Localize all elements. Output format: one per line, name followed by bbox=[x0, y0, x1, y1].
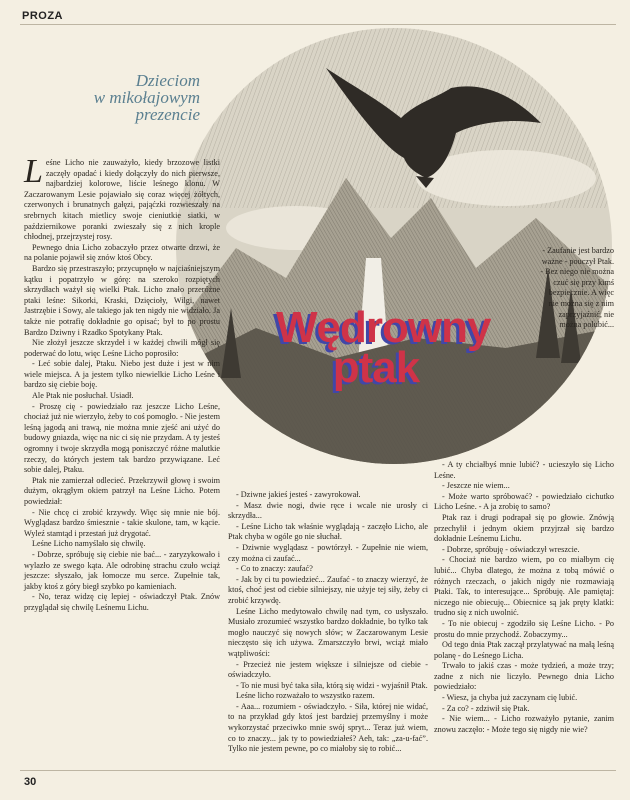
paragraph: - Za co? - zdziwił się Ptak. bbox=[442, 703, 530, 713]
subtitle-line: w mikołajowym bbox=[93, 88, 200, 107]
paragraph: Ptak raz i drugi podrapał się po głowie. Znówją przechylił i jednym okiem przyjrzał się bardzo dokładnie Leśnemu Lichu. bbox=[434, 512, 614, 544]
paragraph: - To nie musi być taka siła, którą się widzi - wyjaśnił Ptak. bbox=[236, 680, 428, 690]
paragraph: - Masz dwie nogi, dwie ręce i wcale nie urosły ci skrzydła... bbox=[228, 500, 428, 521]
paragraph: Bardzo się przestraszyło; przycupnęło w najciaśniejszym kątku i popatrzyło w górę: na szeroko rozpiętych skrzydłach ważył się wielki Ptak. Licho znało przeróżne ptaki leśne: Sikorki, Kraski, Dzięcioły, Wilgi, nawet Jastrzębie i Sowy, ale takiego jak ten nigdy nie widziało. Ja także nie potrafię dokładnie go opisać; był to po prostu Bardzo Dziwny i Rzadko Spotykany Ptak. bbox=[24, 263, 220, 337]
paragraph: Trwało to jakiś czas - może tydzień, a może trzy; zadne z nich nie liczyło. Pewnego dnia Licho powiedziało: bbox=[434, 661, 614, 692]
paragraph: Pewnego dnia Licho zobaczyło przez otwarte drzwi, że na polanie pojawił się znów ktoś Obcy. bbox=[24, 242, 220, 263]
paragraph: Nie złożył jeszcze skrzydeł i w każdej chwili mógł się poderwać do lotu, więc Leśne Licho poprosiło: bbox=[24, 338, 220, 358]
bottom-rule bbox=[20, 770, 616, 771]
subtitle-line: Dzieciom bbox=[135, 71, 200, 90]
page-number: 30 bbox=[24, 776, 37, 788]
paragraph: Leśne licho rozważało to wszystko razem. bbox=[236, 691, 375, 701]
text-column-3-top bbox=[540, 246, 614, 331]
text-column-2 bbox=[228, 490, 428, 755]
paragraph: - Bez niego nie można czuć się przy kimś bezpiecznie. A więc nie można się z nim zaprzyjaźnić, nie można polubić... bbox=[540, 267, 614, 330]
paragraph: - Co to znaczy: zaufać? bbox=[236, 564, 313, 574]
paragraph: - Proszę cię - powiedziało raz jeszcze Licho Leśne, chociaż już nie wierzyło, żeby to coś pomogło. - Nie jestem leśną jagodą ani trawą, nie można mnie zjeść ani użyć do budowy gniazda, więc na nic ci się nie przydam. A ty jesteś ogromny i twoje skrzydła mogą poniszczyć różne malutkie rzeczy, do których jestem tak bardzo przywiązane. Leć sobie dalej, Ptaku. bbox=[24, 401, 220, 475]
subtitle-line: prezencie bbox=[135, 105, 200, 124]
paragraph: - Wiesz, ja chyba już zaczynam cię lubić. bbox=[442, 693, 578, 703]
story-title bbox=[276, 303, 491, 408]
paragraph: - Nie chcę ci zrobić krzywdy. Więc się mnie nie bój. Wyglądasz bardzo śmiesznie - takie skulone, tam, w kącie. Wyleź stamtąd i przestań już drygotać. bbox=[24, 507, 220, 538]
section-label: PROZA bbox=[22, 10, 63, 22]
paragraph: - Zaufanie jest bardzo ważne - pouczył Ptak. bbox=[541, 246, 614, 266]
paragraph: - Przecież nie jestem większe i silniejsze od ciebie - oświadczyło. bbox=[228, 659, 428, 680]
paragraph: - Dobrze, spróbuję - oświadczył wreszcie. bbox=[442, 544, 580, 554]
paragraph: - Nie wiem... - Licho rozważyło pytanie, zanim znowu zaczęło: - Może tego się nigdy nie wie? bbox=[434, 714, 614, 734]
story-subtitle bbox=[60, 72, 200, 123]
paragraph: - No, teraz widzę cię lepiej - oświadczył Ptak. Znów przyglądał się chwilę Leśnemu Lichu. bbox=[24, 592, 220, 612]
paragraph: - Chociaż nie bardzo wiem, po co miałbym cię lubić... Chyba dlatego, że można z tobą mówić o różnych rzeczach, o jakich nigdy nie rozmawiają Ptaki. Tak, to interesujące... Spróbuję. Ale pamiętaj: niczego nie obiecuję... Obiecnice są jak pręty klatki: trudno się z nich uwolnić. bbox=[434, 555, 614, 618]
paragraph: - Dobrze, spróbuję się ciebie nie bać... - zaryzykowało i wylazło ze swego kąta. Ale odrobinę strachu czuło wciąż jeszcze: słyszało, jak łomocze mu serce. Zupełnie tak, jakby ktoś z góry biegł szybko po kamieniach. bbox=[24, 549, 220, 591]
paragraph: - To nie obiecuj - zgodziło się Leśne Licho. - Po prostu do mnie przychodź. Zobaczymy... bbox=[434, 618, 614, 639]
paragraph: Leśne Licho medytowało chwilę nad tym, co usłyszało. Musiało zrozumieć wszystko bardzo dokładnie, bo tylko tak mogło nauczyć się nowych słów; w Zaczarowanym Lesie nieczęsto się ich używa. Zmarszczyło brwi, wciąż miało wątpliwości: bbox=[228, 606, 428, 658]
paragraph: - Aaa... rozumiem - oświadczyło. - Siła, której nie widać, to na przykład gdy ktoś jest bardziej przemyślny i może wykorzystać przeciwko mnie swój spryt... Teraz już wiem, co to znaczy... jak ty to powiedziałeś? Aeh, tak: „za-u-fać”. Tylko nie jestem pewne, po co miałoby się to robić... bbox=[228, 701, 428, 754]
paragraph: - Leśne Licho tak właśnie wyglądają - zaczęło Licho, ale Ptak chyba w ogóle go nie słuchał. bbox=[228, 521, 428, 542]
drop-cap: L bbox=[24, 153, 43, 190]
title-line: Wędrowny bbox=[276, 303, 491, 352]
paragraph: - Dziwne jakieś jesteś - zawyrokował. bbox=[236, 490, 361, 499]
paragraph: Ptak nie zamierzał odlecieć. Przekrzywił głowę i swoim dużym, okrągłym okiem patrzył na Leśne Licho. Potem powiedział: bbox=[24, 475, 220, 506]
text-column-3 bbox=[434, 460, 614, 735]
paragraph: - Może warto spróbować? - powiedziało cichutko Licho Leśne. - A ja zrobię to samo? bbox=[434, 491, 614, 512]
paragraph: - Leć sobie dalej, Ptaku. Niebo jest duże i jest w nim wiele miejsca. A ja jestem tylko niewielkie Licho Leśne i bardzo się ciebie boję. bbox=[24, 359, 220, 390]
paragraph: Leśne Licho namyślało się chwilę. bbox=[32, 539, 146, 549]
top-rule bbox=[20, 24, 616, 25]
paragraph: - Dziwnie wyglądasz - powtórzył. - Zupełnie nie wiem, czy można ci zaufać... bbox=[228, 542, 428, 563]
title-line: ptak bbox=[332, 343, 420, 392]
paragraph: Od tego dnia Ptak zaczął przylatywać na małą leśną polanę - do Leśnego Licha. bbox=[434, 640, 614, 660]
paragraph: - A ty chciałbyś mnie lubić? - ucieszyło się Licho Leśne. bbox=[434, 460, 614, 480]
paragraph: Leśne Licho nie zauważyło, kiedy brzozowe listki zaczęły opadać i kiedy dołączyły do nich pierwsze, najbardziej kolorowe, liście leśnego klonu. W Zaczarowanym Lesie pojawiało się coraz więcej żółtych, czerwonych i brunatnych gałęzi, pająćzki rozwieszały na srebrnych kitach mietlicy swoje cieniutkie siatki, w październikowe poranki zwieszały się z nich krople chłodnej, przejrzystej rosy. bbox=[24, 153, 220, 242]
text-column-1 bbox=[24, 153, 220, 614]
paragraph: Ale Ptak nie posłuchał. Usiadł. bbox=[32, 391, 134, 401]
paragraph: - Jak by ci tu powiedzieć... Zaufać - to znaczy wierzyć, że ktoś, choć jest od ciebie silniejszy, nie użyje tej siły, żeby ci zrobić krzywdę. bbox=[228, 574, 428, 605]
paragraph: - Jeszcze nie wiem... bbox=[442, 481, 510, 491]
